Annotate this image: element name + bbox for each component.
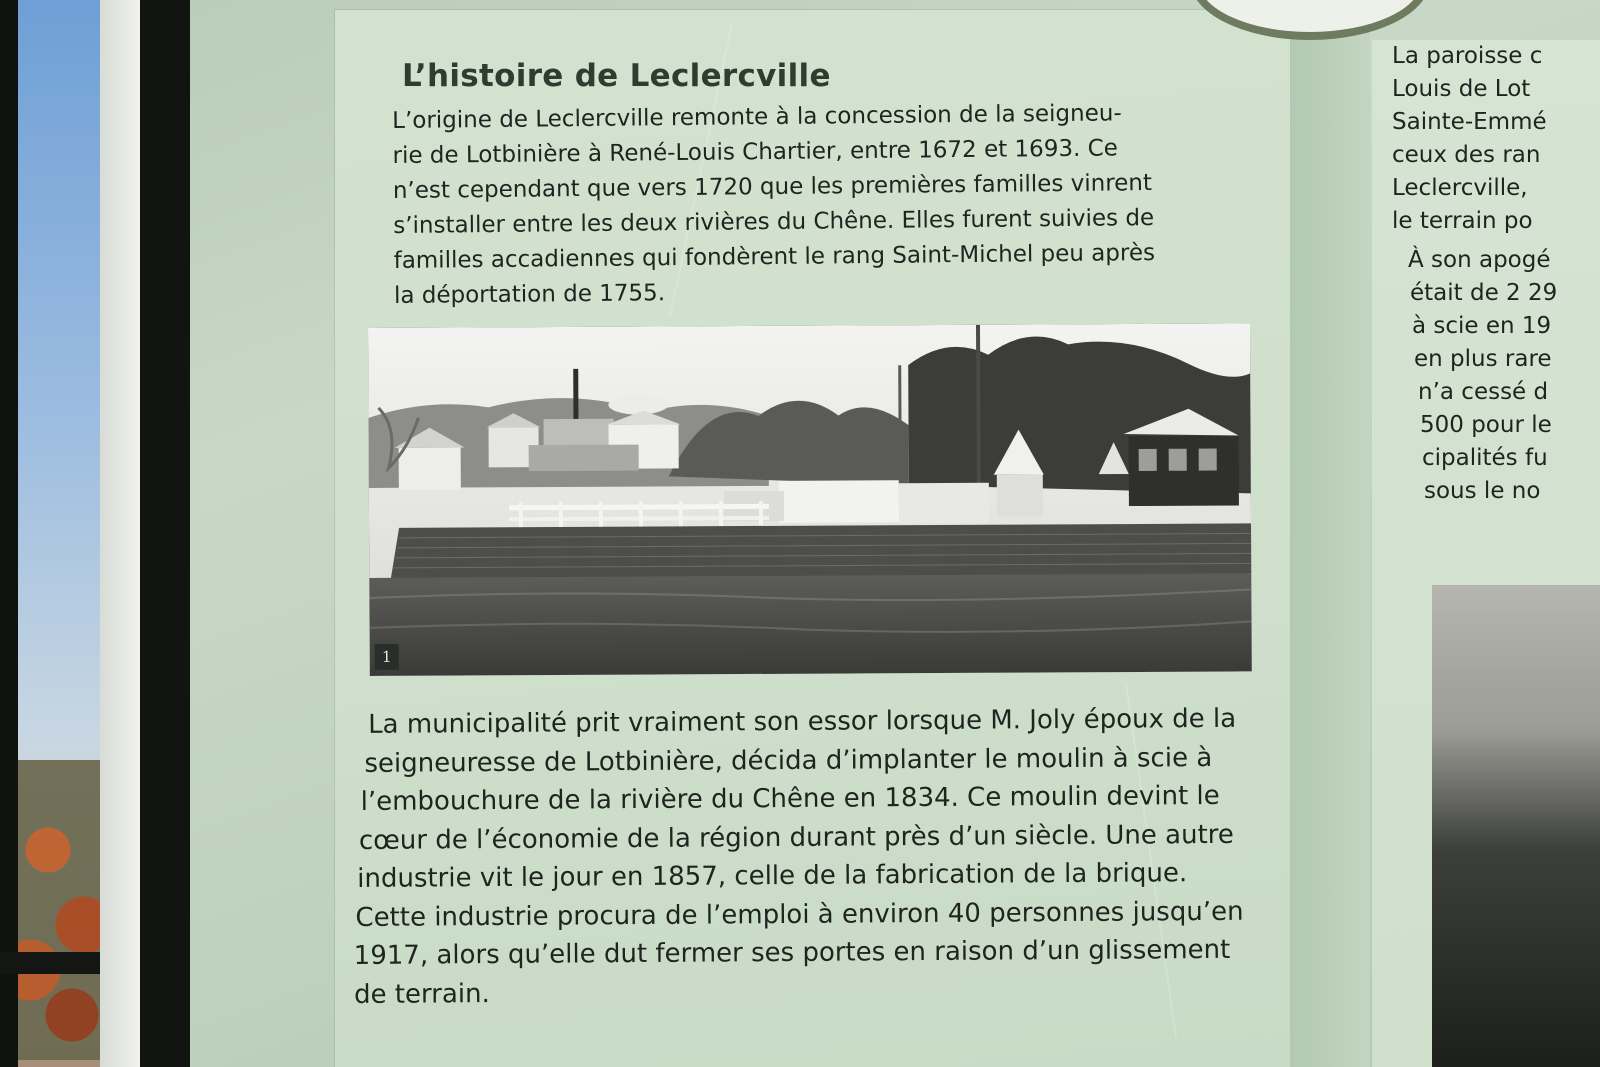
text-line: ceux des ran [1392, 142, 1541, 168]
text-line: Leclercville, [1392, 175, 1528, 201]
text-line: la déportation de 1755. [393, 280, 666, 309]
photo-number-label: 1 [375, 644, 399, 670]
text-line: La municipalité prit vraiment son essor lorsque M. Joly époux de la [368, 703, 1237, 740]
body-paragraph [352, 700, 1244, 1014]
text-line: 1917, alors qu’elle dut fermer ses portes en raison d’un glissement [353, 934, 1231, 971]
text-line: Louis de Lot [1392, 76, 1531, 102]
text-line: L’origine de Leclercville remonte à la concession de la seigneu- [392, 100, 1122, 134]
text-line: en plus rare [1414, 346, 1552, 372]
text-line: n’est cependant que vers 1720 que les premières familles vinrent [392, 170, 1153, 204]
text-line: Sainte-Emmé [1392, 109, 1547, 135]
text-line: La paroisse c [1392, 43, 1543, 69]
text-line: rie de Lotbinière à René-Louis Chartier, entre 1672 et 1693. Ce [392, 135, 1118, 169]
railing-post [0, 0, 18, 1067]
text-line: 500 pour le [1420, 412, 1552, 438]
panel-stripe [1290, 0, 1370, 1067]
historic-photo [368, 323, 1252, 676]
text-line: n’a cessé d [1418, 379, 1549, 405]
sign-title: L’histoire de Leclercville [402, 58, 831, 94]
intro-paragraph [392, 96, 1156, 314]
text-line: cipalités fu [1422, 445, 1548, 471]
historic-photo-drawing [368, 323, 1252, 676]
text-line: s’installer entre les deux rivières du Chêne. Elles furent suivies de [393, 205, 1155, 239]
text-line: Cette industrie procura de l’emploi à environ 40 personnes jusqu’en [355, 896, 1244, 933]
text-line: cœur de l’économie de la région durant près d’un siècle. Une autre [358, 819, 1234, 856]
text-line: l’embouchure de la rivière du Chêne en 1834. Ce moulin devint le [360, 780, 1220, 817]
text-line: était de 2 29 [1410, 280, 1558, 306]
text-line: familles accadiennes qui fondèrent le rang Saint-Michel peu après [393, 240, 1156, 274]
text-line: le terrain po [1392, 208, 1533, 234]
text-line: à scie en 19 [1412, 313, 1552, 339]
text-line: seigneuresse de Lotbinière, décida d’implanter le moulin à scie à [364, 742, 1213, 779]
text-line: sous le no [1424, 478, 1541, 504]
text-line: À son apogé [1408, 247, 1551, 273]
text-line: de terrain. [353, 978, 490, 1010]
partial-photo-right [1432, 585, 1600, 1067]
text-line: industrie vit le jour en 1857, celle de la fabrication de la brique. [357, 858, 1188, 894]
right-column-text [1392, 40, 1557, 508]
